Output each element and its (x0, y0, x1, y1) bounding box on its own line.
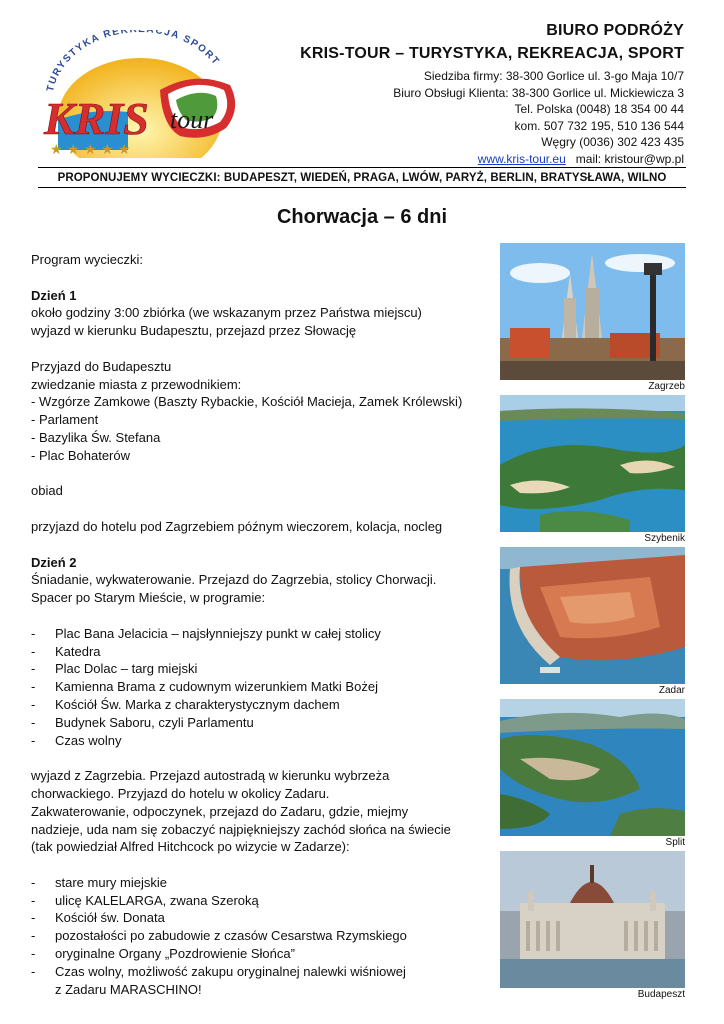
photo-split (500, 699, 685, 836)
logo-kris-text: KRIS (44, 93, 149, 144)
company-logo (30, 30, 252, 158)
company-header (264, 22, 684, 167)
day2-transfer-line: chorwackiego. Przyjazd do hotelu w okolicy Zadaru. (31, 785, 330, 801)
zadar-item-continuation: z Zadaru MARASCHINO! (55, 981, 202, 997)
photo-column (500, 243, 685, 1003)
logo-tour-text: tour (170, 105, 214, 134)
page-title: Chorwacja – 6 dni (276, 206, 448, 228)
photo-budapest (500, 851, 685, 988)
company-contact (264, 68, 684, 167)
company-name: KRIS-TOUR – TURYSTYKA, REKREACJA, SPORT (300, 45, 684, 62)
company-type: BIURO PODRÓŻY (546, 22, 684, 39)
photo-caption: Budapeszt (637, 989, 685, 1000)
day2-intro-line: Spacer po Starym Mieście, w programie: (31, 590, 266, 606)
day1-lunch: obiad (31, 483, 63, 499)
photo-zagreb (500, 243, 685, 380)
logo-graphic (30, 30, 252, 158)
address-headquarters: Siedziba firmy: 38-300 Gorlice ul. 3-go Maja 10/7 (423, 69, 684, 83)
list-item: - oryginalne Organy „Pozdrowienie Słońca” (31, 945, 496, 963)
list-item: - Czas wolny (31, 732, 496, 750)
list-item: - Kościół Św. Marka z charakterystycznym dachem (31, 696, 496, 714)
day1-budapest-line: Przyjazd do Budapesztu (31, 358, 172, 374)
list-item: - Budynek Saboru, czyli Parlamentu (31, 714, 496, 732)
day2-transfer-line: Zakwaterowanie, odpoczynek, przejazd do Zadaru, gdzie, miejmy (31, 803, 409, 819)
photo-caption: Zagrzeb (648, 381, 685, 392)
day1-budapest-line: - Parlament (31, 412, 99, 428)
day2-transfer-line: nadzieje, uda nam się zobaczyć najpiękniejszy zachód słońca na świecie (31, 821, 451, 837)
day1-line: około godziny 3:00 zbiórka (we wskazanym przez Państwa miejscu) (31, 305, 422, 321)
day2-heading: Dzień 2 (31, 554, 77, 570)
logo-arc-text: TURYSTYKA REK ACJA SPORT (44, 30, 222, 93)
phone-hungary: Węgry (0036) 302 423 435 (541, 135, 684, 149)
list-item: - Plac Dolac – targ miejski (31, 660, 496, 678)
mail-address: mail: kristour@wp.pl (575, 151, 684, 166)
program-intro: Program wycieczki: (31, 252, 143, 267)
photo-szybenik (500, 395, 685, 532)
phone-mobile: kom. 507 732 195, 510 136 544 (514, 118, 684, 133)
day1-budapest-line: - Bazylika Św. Stefana (31, 429, 161, 445)
proposal-banner: PROPONUJEMY WYCIECZKI: BUDAPESZT, WIEDEŃ, PRAGA, LWÓW, PARYŻ, BERLIN, BRATYSŁAWA, WILNO (38, 167, 686, 188)
zagreb-list (31, 625, 496, 750)
photo-caption: Zadar (658, 685, 685, 696)
address-customer-office: Biuro Obsługi Klienta: 38-300 Gorlice ul. Mickiewicza 3 (393, 85, 684, 100)
day1-evening: przyjazd do hotelu pod Zagrzebiem późnym wieczorem, kolacja, nocleg (31, 518, 443, 534)
zadar-list (31, 874, 496, 981)
day1-budapest-line: - Wzgórze Zamkowe (Baszty Rybackie, Kościół Macieja, Zamek Królewski) (31, 394, 463, 410)
list-item: - Plac Bana Jelacicia – najsłynniejszy punkt w całej stolicy (31, 625, 496, 643)
list-item: - Katedra (31, 643, 496, 661)
trip-program (31, 251, 496, 998)
photo-caption: Split (665, 837, 685, 848)
day2-intro-line: Śniadanie, wykwaterowanie. Przejazd do Zagrzebia, stolicy Chorwacji. (31, 572, 437, 588)
day2-transfer-line: (tak powiedział Alfred Hitchcock po wizycie w Zadarze): (31, 839, 350, 855)
list-item: - stare mury miejskie (31, 874, 496, 892)
phone-poland: Tel. Polska (0048) 18 354 00 44 (514, 102, 684, 116)
day1-heading: Dzień 1 (31, 287, 77, 303)
list-item: - Czas wolny, możliwość zakupu oryginalnej nalewki wiśniowej (31, 963, 496, 981)
logo-stars: ★ ★ ★ ★ ★ (50, 142, 131, 158)
photo-zadar (500, 547, 685, 684)
day2-transfer-line: wyjazd z Zagrzebia. Przejazd autostradą w kierunku wybrzeża (31, 768, 390, 784)
list-item: - Kościół św. Donata (31, 909, 496, 927)
list-item: - ulicę KALELARGA, zwana Szeroką (31, 892, 496, 910)
day1-budapest-line: - Plac Bohaterów (31, 447, 130, 463)
photo-caption: Szybenik (644, 533, 685, 544)
list-item: - Kamienna Brama z cudownym wizerunkiem Matki Bożej (31, 678, 496, 696)
day1-budapest-line: zwiedzanie miasta z przewodnikiem: (31, 376, 242, 392)
list-item: - pozostałości po zabudowie z czasów Cesarstwa Rzymskiego (31, 927, 496, 945)
web-mail-line (264, 151, 684, 168)
day1-line: wyjazd w kierunku Budapesztu, przejazd przez Słowację (31, 323, 357, 339)
website-link[interactable]: www.kris-tour.eu (477, 151, 566, 166)
